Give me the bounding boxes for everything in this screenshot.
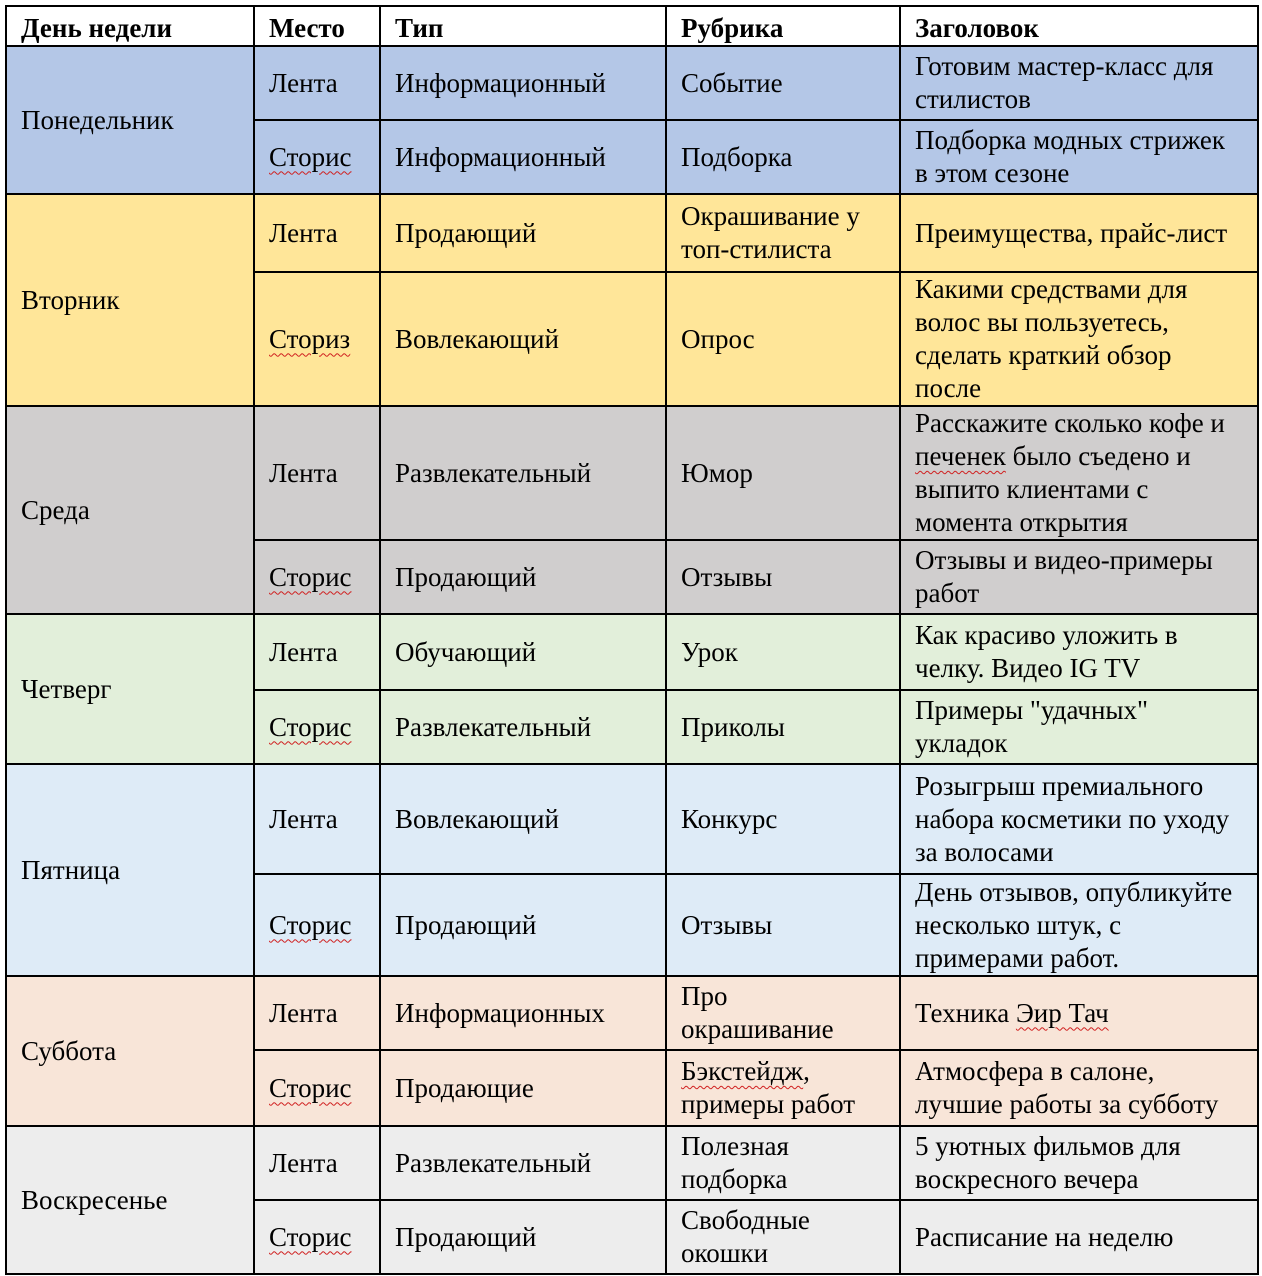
spellcheck-marked-text: Сторис: [269, 711, 352, 742]
place-cell: Лента: [254, 764, 380, 874]
place-cell: Лента: [254, 46, 380, 120]
day-cell: Суббота: [6, 976, 254, 1126]
table-row: [6, 614, 1258, 690]
title-cell: Примеры "удачных" укладок: [900, 690, 1258, 764]
type-cell: Вовлекающий: [380, 764, 666, 874]
rubric-cell: Урок: [666, 614, 900, 690]
title-cell: Отзывы и видео-примеры работ: [900, 540, 1258, 614]
spellcheck-marked-text: печенек: [915, 441, 1006, 471]
spellcheck-marked-text: Сториз: [269, 323, 351, 354]
spellcheck-marked-text: Эир Тач: [1015, 997, 1109, 1028]
place-cell: [254, 874, 380, 976]
title-cell: День отзывов, опубликуйте несколько штук, с примерами работ.: [900, 874, 1258, 976]
rubric-cell: Конкурс: [666, 764, 900, 874]
header-day: День недели: [6, 6, 254, 46]
type-cell: Продающие: [380, 1050, 666, 1126]
spellcheck-marked-text: Сторис: [269, 1072, 352, 1103]
title-cell: Какими средствами для волос вы пользуетесь, сделать краткий обзор после: [900, 272, 1258, 406]
type-cell: Информационный: [380, 46, 666, 120]
place-cell: [254, 1200, 380, 1274]
title-cell: Готовим мастер-класс для стилистов: [900, 46, 1258, 120]
place-cell: [254, 690, 380, 764]
header-rubric: Рубрика: [666, 6, 900, 46]
header-title: Заголовок: [900, 6, 1258, 46]
table-row: [6, 194, 1258, 272]
title-text: было съедено и выпито клиентами с момента открытия: [915, 441, 1191, 537]
rubric-cell: Подборка: [666, 120, 900, 194]
rubric-cell: Окрашивание у топ-стилиста: [666, 194, 900, 272]
place-cell: Лента: [254, 1126, 380, 1200]
rubric-cell: Событие: [666, 46, 900, 120]
place-cell: [254, 540, 380, 614]
place-cell: Лента: [254, 194, 380, 272]
type-cell: Информационных: [380, 976, 666, 1050]
day-cell: Вторник: [6, 194, 254, 406]
spellcheck-marked-text: Сторис: [269, 141, 352, 172]
rubric-cell: Про окрашивание: [666, 976, 900, 1050]
rubric-cell: [666, 1050, 900, 1126]
title-cell: [900, 976, 1258, 1050]
table-row: [6, 1126, 1258, 1200]
table-row: [6, 406, 1258, 540]
rubric-text: , примеры работ: [681, 1056, 856, 1119]
title-text: Расскажите сколько кофе и: [915, 408, 1225, 438]
rubric-cell: Отзывы: [666, 540, 900, 614]
title-cell: [900, 406, 1258, 540]
header-row: [6, 6, 1258, 46]
rubric-cell: Опрос: [666, 272, 900, 406]
title-cell: 5 уютных фильмов для воскресного вечера: [900, 1126, 1258, 1200]
day-cell: Воскресенье: [6, 1126, 254, 1274]
rubric-cell: Полезная подборка: [666, 1126, 900, 1200]
table-row: [6, 46, 1258, 120]
type-cell: Продающий: [380, 194, 666, 272]
type-cell: Информационный: [380, 120, 666, 194]
title-cell: Атмосфера в салоне, лучшие работы за субботу: [900, 1050, 1258, 1126]
day-cell: Пятница: [6, 764, 254, 976]
rubric-cell: Отзывы: [666, 874, 900, 976]
day-cell: Среда: [6, 406, 254, 614]
table-row: [6, 976, 1258, 1050]
spellcheck-marked-text: Сторис: [269, 1221, 352, 1252]
place-cell: [254, 120, 380, 194]
header-place: Место: [254, 6, 380, 46]
type-cell: Обучающий: [380, 614, 666, 690]
place-cell: [254, 1050, 380, 1126]
type-cell: Развлекательный: [380, 406, 666, 540]
content-plan-table: [5, 5, 1259, 1275]
type-cell: Продающий: [380, 540, 666, 614]
title-cell: Как красиво уложить в челку. Видео IG TV: [900, 614, 1258, 690]
spellcheck-marked-text: Сторис: [269, 909, 352, 940]
place-cell: Лента: [254, 406, 380, 540]
spellcheck-marked-text: Бэкстейдж: [681, 1056, 804, 1086]
place-cell: Лента: [254, 976, 380, 1050]
title-cell: Расписание на неделю: [900, 1200, 1258, 1274]
table-row: [6, 764, 1258, 874]
title-text: Техника: [915, 997, 1016, 1028]
type-cell: Продающий: [380, 1200, 666, 1274]
type-cell: Продающий: [380, 874, 666, 976]
type-cell: Развлекательный: [380, 1126, 666, 1200]
title-cell: Розыгрыш премиального набора косметики по уходу за волосами: [900, 764, 1258, 874]
day-cell: Понедельник: [6, 46, 254, 194]
type-cell: Вовлекающий: [380, 272, 666, 406]
rubric-cell: Приколы: [666, 690, 900, 764]
title-cell: Преимущества, прайс-лист: [900, 194, 1258, 272]
spellcheck-marked-text: Сторис: [269, 561, 352, 592]
title-cell: Подборка модных стрижек в этом сезоне: [900, 120, 1258, 194]
rubric-cell: Юмор: [666, 406, 900, 540]
type-cell: Развлекательный: [380, 690, 666, 764]
rubric-cell: Свободные окошки: [666, 1200, 900, 1274]
place-cell: Лента: [254, 614, 380, 690]
day-cell: Четверг: [6, 614, 254, 764]
header-type: Тип: [380, 6, 666, 46]
place-cell: [254, 272, 380, 406]
